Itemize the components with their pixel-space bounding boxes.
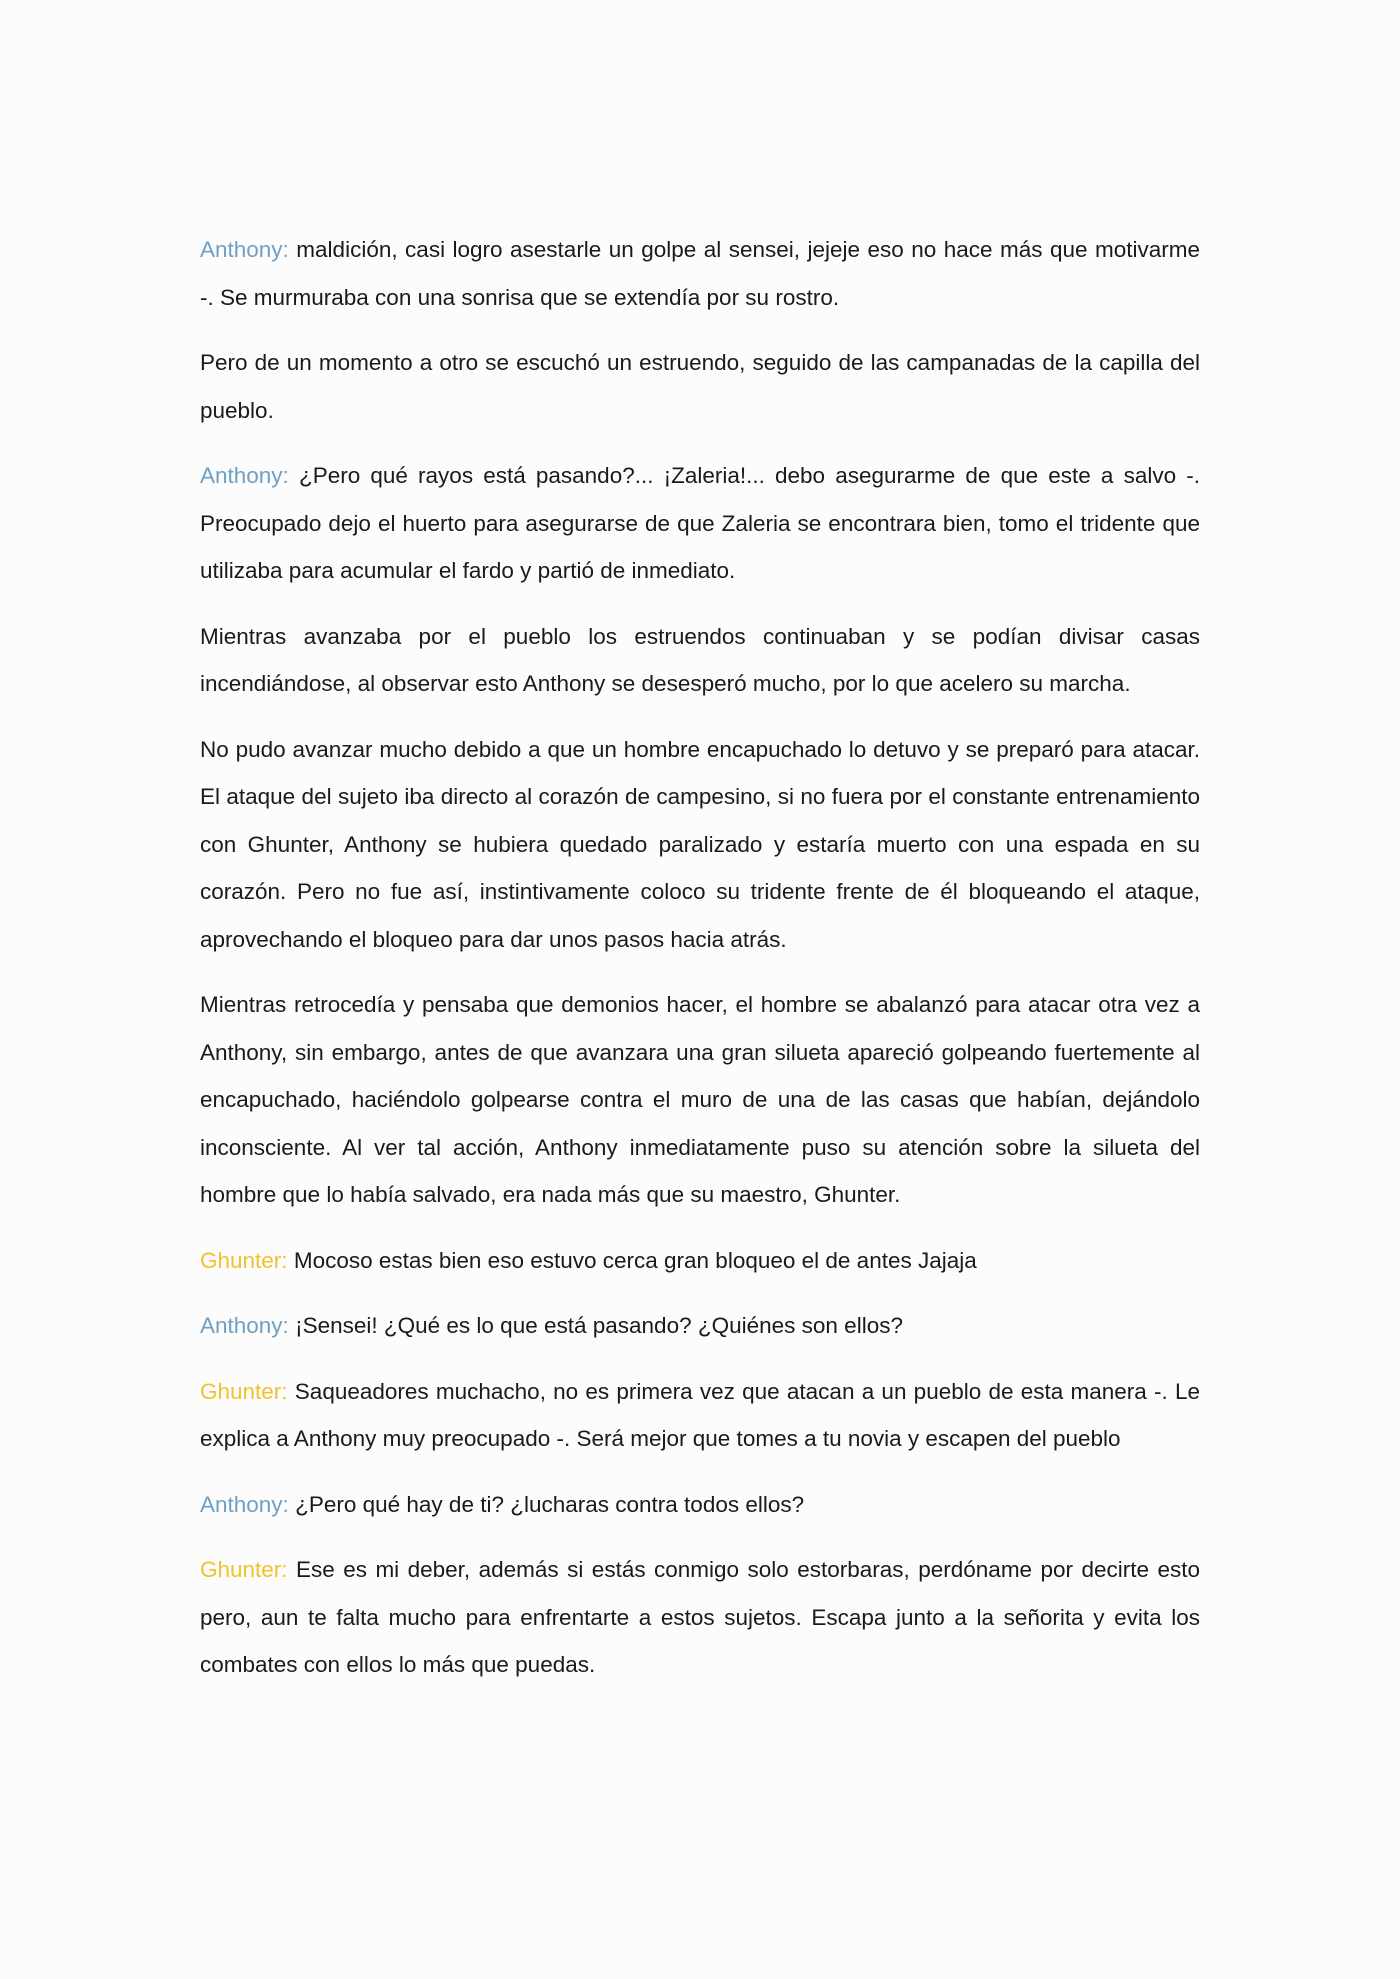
speaker-name: Anthony: <box>200 237 289 262</box>
paragraph-6 <box>200 981 1200 1219</box>
paragraph-10 <box>200 1481 1200 1529</box>
paragraph-text: ¡Sensei! ¿Qué es lo que está pasando? ¿Quiénes son ellos? <box>295 1313 903 1338</box>
speaker-name: Anthony: <box>200 1491 289 1517</box>
paragraph-11 <box>200 1546 1200 1689</box>
paragraph-text: ¿Pero qué rayos está pasando?... ¡Zaleria!... debo asegurarme de que este a salvo -. Preocupado dejo el huerto para asegurarse de que Zaleria se encontrara bien, tomo el tridente que utilizaba para acumular el fardo y partió de inmediato. <box>200 463 1200 583</box>
paragraph-4 <box>200 613 1200 708</box>
speaker-name: Ghunter: <box>200 1378 288 1404</box>
speaker-name: Anthony: <box>200 463 289 488</box>
paragraph-8 <box>200 1302 1200 1350</box>
paragraph-1 <box>200 226 1200 321</box>
paragraph-5 <box>200 726 1200 964</box>
paragraph-text: Mocoso estas bien eso estuvo cerca gran bloqueo el de antes Jajaja <box>293 1247 977 1273</box>
speaker-name: Anthony: <box>200 1313 289 1338</box>
paragraph-text: Mientras retrocedía y pensaba que demonios hacer, el hombre se abalanzó para atacar otra vez a Anthony, sin embargo, antes de que avanzara una gran silueta apareció golpeando fuertemente al encapuchado, haciéndolo golpearse contra el muro de una de las casas que habían, dejándolo inconsciente. Al ver tal acción, Anthony inmediatamente puso su atención sobre la silueta del hombre que lo había salvado, era nada más que su maestro, Ghunter. <box>200 992 1200 1207</box>
paragraph-3 <box>200 452 1200 595</box>
speaker-name: Ghunter: <box>200 1247 288 1273</box>
document-page <box>200 226 1200 1707</box>
paragraph-text: Mientras avanzaba por el pueblo los estruendos continuaban y se podían divisar casas incendiándose, al observar esto Anthony se desesperó mucho, por lo que acelero su marcha. <box>200 623 1200 696</box>
paragraph-9 <box>200 1368 1200 1463</box>
speaker-name: Ghunter: <box>200 1557 288 1582</box>
paragraph-2 <box>200 339 1200 434</box>
paragraph-text: Ese es mi deber, además si estás conmigo solo estorbaras, perdóname por decirte esto pero, aun te falta mucho para enfrentarte a estos sujetos. Escapa junto a la señorita y evita los combates con ellos lo más que puedas. <box>200 1557 1200 1677</box>
paragraph-text: ¿Pero qué hay de ti? ¿lucharas contra todos ellos? <box>295 1491 805 1517</box>
paragraph-text: Saqueadores muchacho, no es primera vez que atacan a un pueblo de esta manera -. Le explica a Anthony muy preocupado -. Será mejor que tomes a tu novia y escapen del pueblo <box>200 1378 1200 1451</box>
paragraph-text: maldición, casi logro asestarle un golpe al sensei, jejeje eso no hace más que motivarme -. Se murmuraba con una sonrisa que se extendía por su rostro. <box>200 237 1200 310</box>
paragraph-7 <box>200 1237 1200 1285</box>
paragraph-text: Pero de un momento a otro se escuchó un estruendo, seguido de las campanadas de la capilla del pueblo. <box>200 350 1200 423</box>
paragraph-text: No pudo avanzar mucho debido a que un hombre encapuchado lo detuvo y se preparó para atacar. El ataque del sujeto iba directo al corazón de campesino, si no fuera por el constante entrenamiento con Ghunter, Anthony se hubiera quedado paralizado y estaría muerto con una espada en su corazón. Pero no fue así, instintivamente coloco su tridente frente de él bloqueando el ataque, aprovechando el bloqueo para dar unos pasos hacia atrás. <box>200 736 1200 952</box>
